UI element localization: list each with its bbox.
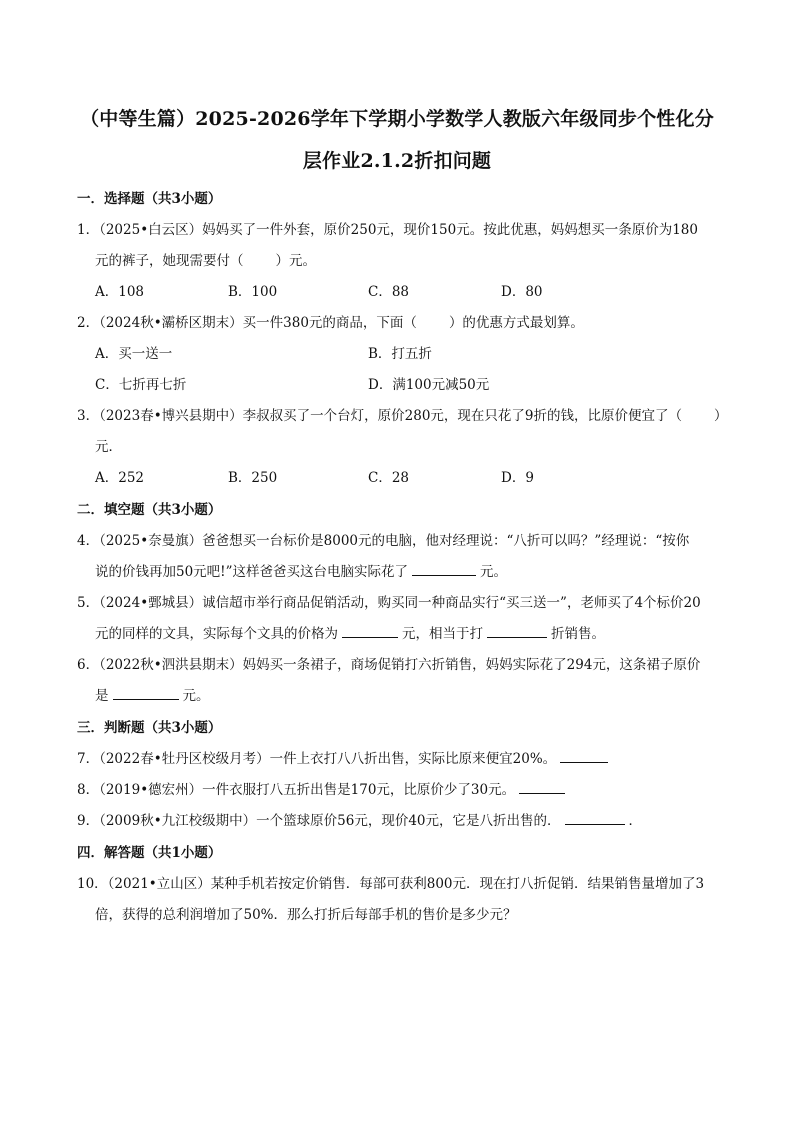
question-3-stem-end: ） <box>714 408 728 424</box>
question-1-line1: 1．（2025•白云区）妈妈买了一件外套，原价250元，现价150元。按此优惠，妈妈想买一条原价为180 <box>77 222 698 238</box>
question-7-text: 7．（2022春•牡丹区校级月考）一件上衣打八八折出售，实际比原来便宜20%。 <box>77 751 557 767</box>
question-6-line1: 6．（2022秋•泗洪县期末）妈妈买一条裙子，商场促销打六折销售，妈妈实际花了294元，这条裙子原价 <box>77 657 701 673</box>
question-6-line2 <box>95 684 210 704</box>
question-3-option-a: A．252 <box>95 470 145 486</box>
section-heading-fill: 二．填空题（共3小题） <box>77 502 222 518</box>
question-4-stem-end: 元。 <box>480 564 508 580</box>
question-2-option-d: D．满100元减50元 <box>368 377 490 393</box>
question-2-line1 <box>77 311 584 331</box>
question-4-stem: 说的价钱再加50元吧!”这样爸爸买这台电脑实际花了 <box>95 564 409 580</box>
question-1-stem-end: ）元。 <box>275 253 316 269</box>
answer-blank[interactable] <box>565 812 625 825</box>
question-2-option-b: B．打五折 <box>368 346 432 362</box>
question-5-line1: 5．（2024•鄄城县）诚信超市举行商品促销活动，购买同一种商品实行“买三送一”，老师买了4个标价20 <box>77 595 701 611</box>
question-8-line <box>77 778 569 798</box>
answer-blank[interactable] <box>342 625 398 638</box>
question-3-stem: 3．（2023春•博兴县期中）李叔叔买了一个台灯，原价280元，现在只花了9折的钱，比原价便宜了（ <box>77 408 683 424</box>
question-3-option-b: B．250 <box>228 470 278 486</box>
question-5-stem-end: 折销售。 <box>551 626 605 642</box>
question-5-line2 <box>95 622 605 642</box>
section-heading-choice: 一．选择题（共3小题） <box>77 191 222 207</box>
question-7-line <box>77 747 612 767</box>
question-1-stem: 元的裤子，她现需要付（ <box>95 253 244 269</box>
question-4-line1: 4．（2025•奈曼旗）爸爸想买一台标价是8000元的电脑，他对经理说：“八折可以吗？”经理说：“按你 <box>77 533 690 549</box>
answer-blank[interactable] <box>519 781 565 794</box>
question-1-line2 <box>95 249 316 269</box>
question-3-line2: 元． <box>95 439 122 455</box>
question-5-stem-mid: 元，相当于打 <box>402 626 483 642</box>
document-title-line2: 层作业2.1.2折扣问题 <box>302 150 492 172</box>
section-heading-solve: 四．解答题（共1小题） <box>77 845 222 861</box>
question-6-stem-end: 元。 <box>182 688 210 704</box>
question-2-stem: 2．（2024秋•灞桥区期末）买一件380元的商品，下面（ <box>77 315 417 331</box>
question-4-line2 <box>95 560 507 580</box>
question-9-text: 9．（2009秋•九江校级期中）一个篮球原价56元，现价40元，它是八折出售的． <box>77 813 561 829</box>
question-3-line1 <box>77 404 728 424</box>
question-10-line2: 倍，获得的总利润增加了50%．那么打折后每部手机的售价是多少元？ <box>95 907 517 923</box>
question-9-tail: ． <box>628 813 643 829</box>
question-3-option-c: C．28 <box>368 470 410 486</box>
question-2-option-c: C．七折再七折 <box>95 377 187 393</box>
question-6-stem: 是 <box>95 688 109 704</box>
question-2-option-a: A．买一送一 <box>95 346 173 362</box>
section-heading-judge: 三．判断题（共3小题） <box>77 720 222 736</box>
answer-blank[interactable] <box>560 750 608 763</box>
document-title-line1: （中等生篇）2025-2026学年下学期小学数学人教版六年级同步个性化分 <box>80 108 714 130</box>
question-8-text: 8．（2019•德宏州）一件衣服打八五折出售是170元，比原价少了30元。 <box>77 782 516 798</box>
question-3-option-d: D．9 <box>501 470 534 486</box>
answer-blank[interactable] <box>487 625 547 638</box>
question-1-option-d: D．80 <box>501 284 543 300</box>
question-5-stem: 元的同样的文具，实际每个文具的价格为 <box>95 626 338 642</box>
answer-blank[interactable] <box>113 687 179 700</box>
question-1-option-b: B．100 <box>228 284 278 300</box>
question-1-option-a: A．108 <box>95 284 145 300</box>
question-2-stem-end: ）的优惠方式最划算。 <box>448 315 584 331</box>
question-10-line1: 10．（2021•立山区）某种手机若按定价销售．每部可获利800元．现在打八折促销．结果销售量增加了3 <box>77 876 705 892</box>
question-9-line <box>77 809 642 829</box>
answer-blank[interactable] <box>412 563 476 576</box>
question-1-option-c: C．88 <box>368 284 410 300</box>
